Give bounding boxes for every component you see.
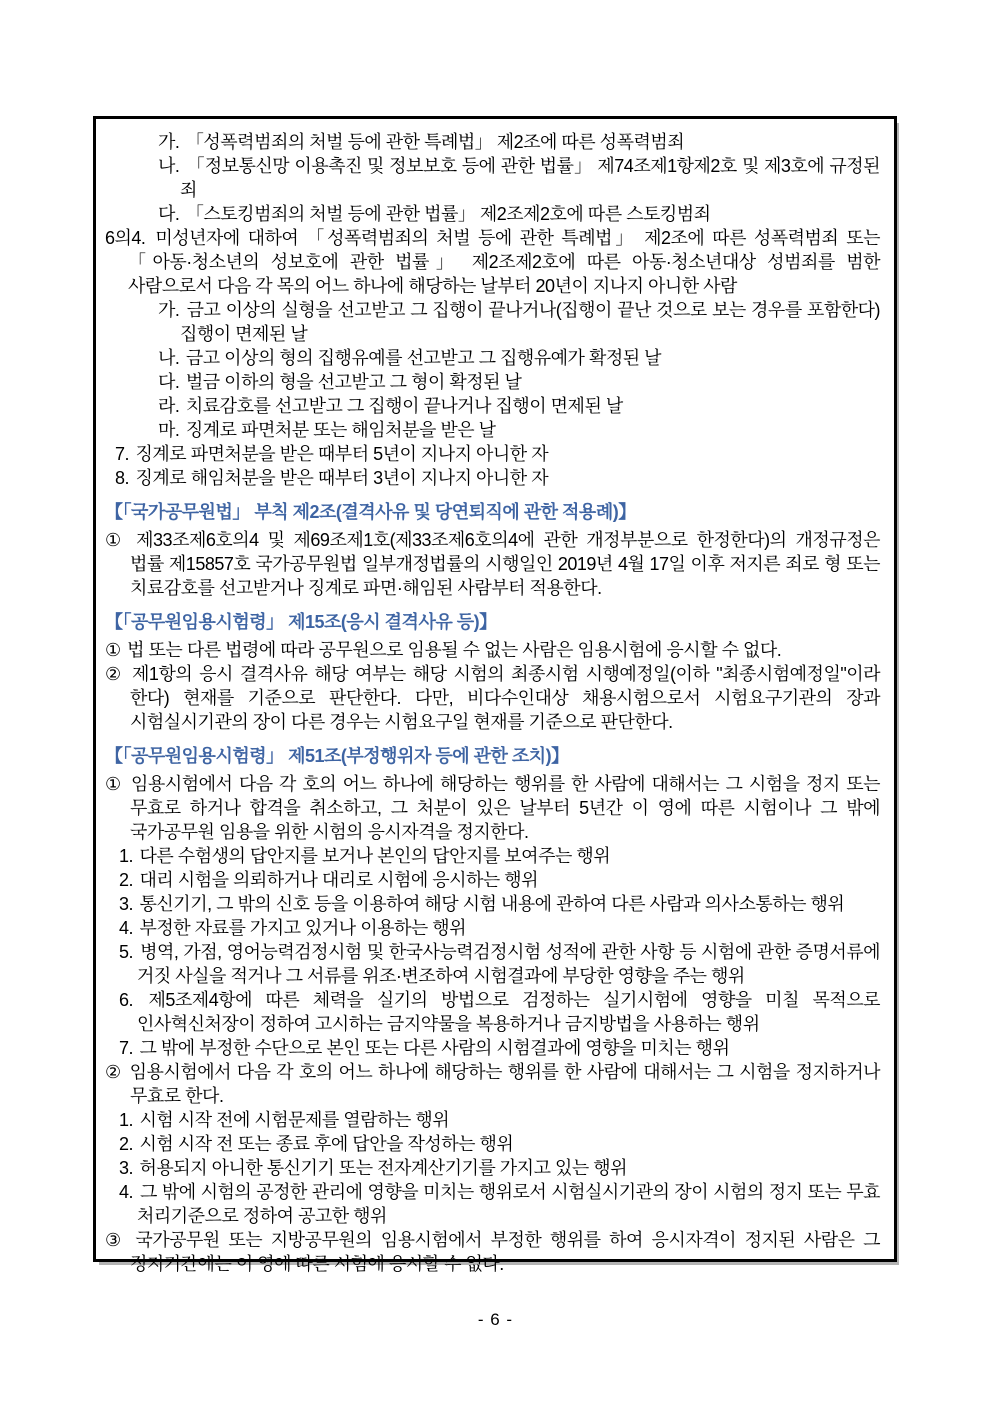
list-item-7 (105, 442, 880, 466)
section-heading-exam-decree-art51: 【「공무원임용시험령」 제51조(부정행위자 등에 관한 조치)】 (105, 746, 569, 766)
section-heading-exam-decree-art15: 【「공무원임용시험령」 제15조(응시 결격사유 등)】 (105, 612, 497, 632)
item-marker: 나. (158, 156, 180, 176)
item-marker: ① (105, 640, 121, 660)
paragraph-circle-1 (105, 772, 880, 844)
list-item-3 (105, 892, 880, 916)
item-marker: 다. (158, 372, 180, 392)
item-marker: ① (105, 774, 123, 794)
item-marker: 3. (119, 1158, 134, 1178)
item-marker: 6의4. (105, 228, 146, 248)
item-text: 징계로 해임처분을 받은 때부터 3년이 지나지 아니한 자 (135, 468, 549, 488)
item-marker: 가. (158, 132, 180, 152)
list-item-ga (105, 130, 880, 154)
paragraph-circle-3 (105, 1228, 880, 1276)
item-marker: 2. (119, 870, 134, 890)
list-item-1 (105, 1108, 880, 1132)
list-item-6 (105, 988, 880, 1036)
page-number: - 6 - (477, 1310, 514, 1329)
item-marker: 6. (119, 990, 134, 1010)
list-item-2 (105, 1132, 880, 1156)
item-text: 임용시험에서 다음 각 호의 어느 하나에 해당하는 행위를 한 사람에 대해서는 그 시험을 정지 또는 무효로 하거나 합격을 취소하고, 그 처분이 있은 날부터 5년간 이 영에 따른 시험이나 그 밖에 국가공무원 임용을 위한 시험의 응시자격을 정지한다. (130, 774, 880, 842)
item-marker: 마. (158, 420, 180, 440)
item-marker: 다. (158, 204, 180, 224)
paragraph-circle-2 (105, 662, 880, 734)
list-item-7 (105, 1036, 880, 1060)
list-item-4 (105, 1180, 880, 1228)
item-marker: 3. (119, 894, 134, 914)
item-text: 제1항의 응시 결격사유 해당 여부는 해당 시험의 최종시험 시행예정일(이하 "최종시험예정일"이라 한다) 현재를 기준으로 판단한다. 다만, 비다수인대상 채용시험으로서 시험요구기관의 장과 시험실시기관의 장이 다른 경우는 시험요구일 현재를 기준으로 판단한다. (130, 664, 880, 732)
item-marker: 라. (158, 396, 180, 416)
item-text: 병역, 가점, 영어능력검정시험 및 한국사능력검정시험 성적에 관한 사항 등 시험에 관한 증명서류에 거짓 사실을 적거나 그 서류를 위조·변조하여 시험결과에 부당한 영향을 주는 행위 (137, 942, 880, 986)
section-heading-national-officials-act: 【「국가공무원법」 부칙 제2조(결격사유 및 당연퇴직에 관한 적용례)】 (105, 502, 636, 522)
list-item-na (105, 154, 880, 202)
list-item-na (105, 346, 880, 370)
item-text: 임용시험에서 다음 각 호의 어느 하나에 해당하는 행위를 한 사람에 대해서는 그 시험을 정지하거나 무효로 한다. (129, 1062, 881, 1106)
item-marker: 8. (115, 468, 130, 488)
paragraph-circle-2 (105, 1060, 880, 1108)
item-marker: 7. (119, 1038, 134, 1058)
list-item-2 (105, 868, 880, 892)
item-text: 제33조제6호의4 및 제69조제1호(제33조제6호의4에 관한 개정부분으로 한정한다)의 개정규정은 법률 제15857호 국가공무원법 일부개정법률의 시행일인 2019년 4월 17일 이후 저지른 죄로 형 또는 치료감호를 선고받거나 징계로 파면·해임된 사람부터 적용한다. (130, 530, 880, 598)
item-text: 미성년자에 대하여 「성폭력범죄의 처벌 등에 관한 특례법」 제2조에 따른 성폭력범죄 또는 「아동·청소년의 성보호에 관한 법률」 제2조제2호에 따른 아동·청소년대상 성범죄를 범한 사람으로서 다음 각 목의 어느 하나에 해당하는 날부터 20년이 지나지 아니한 사람 (128, 228, 880, 296)
item-text: 다른 수험생의 답안지를 보거나 본인의 답안지를 보여주는 행위 (139, 846, 611, 866)
item-text: 시험 시작 전에 시험문제를 열람하는 행위 (139, 1110, 450, 1130)
list-item-da (105, 202, 880, 226)
item-marker: 4. (119, 918, 134, 938)
item-text: 「스토킹범죄의 처벌 등에 관한 법률」 제2조제2호에 따른 스토킹범죄 (185, 204, 711, 224)
item-text: 그 밖에 시험의 공정한 관리에 영향을 미치는 행위로서 시험실시기관의 장이 시험의 정지 또는 무효 처리기준으로 정하여 공고한 행위 (137, 1182, 880, 1226)
list-item-3 (105, 1156, 880, 1180)
item-marker: 1. (119, 1110, 134, 1130)
item-marker: 2. (119, 1134, 134, 1154)
item-marker: 4. (119, 1182, 134, 1202)
item-text: 금고 이상의 형의 집행유예를 선고받고 그 집행유예가 확정된 날 (185, 348, 661, 368)
item-text: 대리 시험을 의뢰하거나 대리로 시험에 응시하는 행위 (139, 870, 539, 890)
clause-6-4 (105, 226, 880, 298)
list-item-1 (105, 844, 880, 868)
list-item-4 (105, 916, 880, 940)
item-text: 「성폭력범죄의 처벌 등에 관한 특례법」 제2조에 따른 성폭력범죄 (185, 132, 685, 152)
list-item-ma (105, 418, 880, 442)
item-text: 치료감호를 선고받고 그 집행이 끝나거나 집행이 면제된 날 (185, 396, 623, 416)
item-text: 징계로 파면처분 또는 해임처분을 받은 날 (185, 420, 496, 440)
item-marker: 나. (158, 348, 180, 368)
list-item-ra (105, 394, 880, 418)
paragraph-circle-1 (105, 638, 880, 662)
list-item-da (105, 370, 880, 394)
item-text: 부정한 자료를 가지고 있거나 이용하는 행위 (139, 918, 467, 938)
item-text: 법 또는 다른 법령에 따라 공무원으로 임용될 수 없는 사람은 임용시험에 응시할 수 없다. (127, 640, 782, 660)
item-text: 시험 시작 전 또는 종료 후에 답안을 작성하는 행위 (139, 1134, 514, 1154)
legal-notice-box (93, 116, 897, 1274)
item-marker: ① (105, 530, 126, 550)
item-marker: ② (105, 664, 124, 684)
list-item-5 (105, 940, 880, 988)
item-text: 통신기기, 그 밖의 신호 등을 이용하여 해당 시험 내용에 관하여 다른 사람과 의사소통하는 행위 (139, 894, 845, 914)
item-text: 제5조제4항에 따른 체력을 실기의 방법으로 검정하는 실기시험에 영향을 미칠 목적으로 인사혁신처장이 정하여 고시하는 금지약물을 복용하거나 금지방법을 사용하는 행위 (137, 990, 880, 1034)
item-marker: 1. (119, 846, 134, 866)
item-marker: ③ (105, 1230, 125, 1250)
list-item-8 (105, 466, 880, 490)
item-text: 「정보통신망 이용촉진 및 정보보호 등에 관한 법률」 제74조제1항제2호 및 제3호에 규정된 죄 (180, 156, 880, 200)
paragraph-circle-1 (105, 528, 880, 600)
item-text: 징계로 파면처분을 받은 때부터 5년이 지나지 아니한 자 (135, 444, 549, 464)
item-text: 국가공무원 또는 지방공무원의 임용시험에서 부정한 행위를 하여 응시자격이 정지된 사람은 그 정지기간에는 이 영에 따른 시험에 응시할 수 없다. (130, 1230, 880, 1274)
item-text: 벌금 이하의 형을 선고받고 그 형이 확정된 날 (185, 372, 522, 392)
item-marker: ② (105, 1062, 122, 1082)
item-text: 그 밖에 부정한 수단으로 본인 또는 다른 사람의 시험결과에 영향을 미치는 행위 (139, 1038, 730, 1058)
item-marker: 7. (115, 444, 130, 464)
item-text: 허용되지 아니한 통신기기 또는 전자계산기기를 가지고 있는 행위 (139, 1158, 628, 1178)
list-item-ga (105, 298, 880, 346)
item-marker: 5. (119, 942, 134, 962)
item-marker: 가. (158, 300, 180, 320)
item-text: 금고 이상의 실형을 선고받고 그 집행이 끝나거나(집행이 끝난 것으로 보는 경우를 포함한다) 집행이 면제된 날 (180, 300, 880, 344)
